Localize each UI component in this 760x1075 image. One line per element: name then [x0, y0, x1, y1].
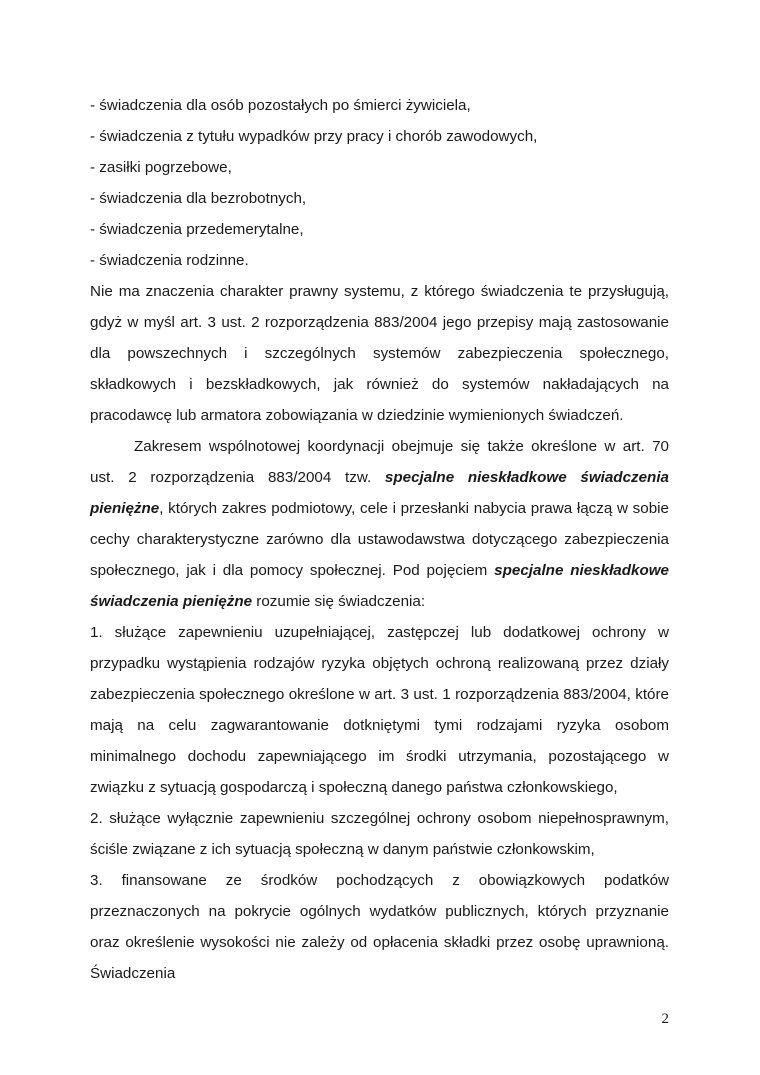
bullet-item: - świadczenia dla osób pozostałych po śmierci żywiciela, — [90, 97, 471, 114]
bullet-item: - świadczenia dla bezrobotnych, — [90, 190, 307, 207]
bullet-item: - świadczenia rodzinne. — [90, 252, 249, 269]
paragraph-text: rozumie się świadczenia: — [252, 593, 426, 610]
emphasized-term: specjalne nieskładkowe świadczenia pieniężne — [90, 562, 669, 610]
numbered-item: 2. służące wyłącznie zapewnieniu szczególnej ochrony osobom niepełnosprawnym, ściśle związane z ich sytuacją społeczną w danym państwie członkowskim, — [90, 810, 669, 858]
emphasized-term: specjalne nieskładkowe świadczenia pieniężne — [90, 469, 670, 517]
numbered-item: 1. służące zapewnieniu uzupełniającej, zastępczej lub dodatkowej ochrony w przypadku wystąpienia rodzajów ryzyka objętych ochroną realizowaną przez działy zabezpieczenia społecznego określone w art. 3 ust. 1 rozporządzenia 883/2004, które mają na celu zagwarantowanie dotkniętymi tymi rodzajami ryzyka osobom minimalnego dochodu zapewniającego im środki utrzymania, pozostającego w związku z sytuacją gospodarczą i społeczną danego państwa członkowskiego, — [90, 624, 669, 796]
numbered-item: 3. finansowane ze środków pochodzących z obowiązkowych podatków przeznaczonych na pokrycie ogólnych wydatków publicznych, których przyznanie oraz określenie wysokości nie zależy od opłacenia składki przez osobę uprawnioną. Świadczenia — [90, 872, 669, 982]
paragraph-text: Zakresem wspólnotowej koordynacji obejmuje się także określone w art. 70 ust. 2 rozporządzenia 883/2004 tzw. — [90, 438, 669, 486]
paragraph-coordination-scope — [90, 431, 669, 617]
paragraph-legal-nature: Nie ma znaczenia charakter prawny systemu, z którego świadczenia te przysługują, gdyż w myśl art. 3 ust. 2 rozporządzenia 883/2004 jego przepisy mają zastosowanie dla powszechnych i szczególnych systemów zabezpieczenia społecznego, składkowych i bezskładkowych, jak również do systemów nakładających na pracodawcę lub armatora zobowiązania w dziedzinie wymienionych świadczeń. — [90, 283, 669, 424]
document-page — [90, 90, 669, 989]
bullet-item: - zasiłki pogrzebowe, — [90, 159, 232, 176]
page-number: 2 — [661, 1011, 669, 1027]
bullet-item: - świadczenia z tytułu wypadków przy pracy i chorób zawodowych, — [90, 128, 538, 145]
paragraph-text: , których zakres podmiotowy, cele i przesłanki nabycia prawa łączą w sobie cechy charakterystyczne zarówno dla ustawodawstwa dotyczącego zabezpieczenia społecznego, jak i dla pomocy społecznej. Pod pojęciem — [90, 500, 669, 579]
bullet-item: - świadczenia przedemerytalne, — [90, 221, 304, 238]
